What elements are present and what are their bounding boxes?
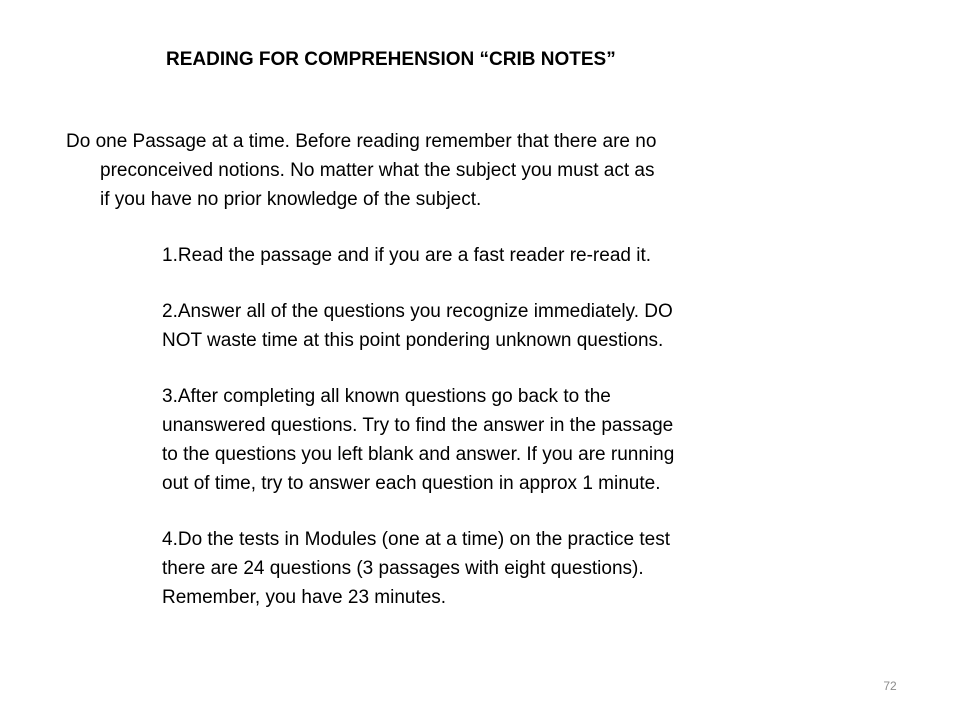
step-line: 1.Read the passage and if you are a fast reader re-read it. xyxy=(162,245,652,266)
step-line: out of time, try to answer each question in approx 1 minute. xyxy=(162,473,661,494)
intro-line: preconceived notions. No matter what the subject you must act as xyxy=(100,160,655,181)
step-line: 3.After completing all known questions go back to the xyxy=(162,386,611,407)
step-4 xyxy=(162,525,862,612)
step-line: unanswered questions. Try to find the answer in the passage xyxy=(162,415,674,436)
steps-list xyxy=(162,241,862,639)
intro-line: Do one Passage at a time. Before reading remember that there are no xyxy=(66,131,657,152)
step-line: there are 24 questions (3 passages with eight questions). xyxy=(162,558,644,579)
intro-line: if you have no prior knowledge of the subject. xyxy=(100,189,482,210)
page-number: 72 xyxy=(883,679,897,693)
step-1 xyxy=(162,241,862,270)
step-line: 4.Do the tests in Modules (one at a time) on the practice test xyxy=(162,529,670,550)
step-line: 2.Answer all of the questions you recognize immediately. DO xyxy=(162,301,673,322)
step-3 xyxy=(162,382,862,498)
step-line: Remember, you have 23 minutes. xyxy=(162,587,447,608)
step-line: to the questions you left blank and answer. If you are running xyxy=(162,444,675,465)
step-line: NOT waste time at this point pondering unknown questions. xyxy=(162,330,664,351)
intro-paragraph xyxy=(66,127,826,214)
slide-title: READING FOR COMPREHENSION “CRIB NOTES” xyxy=(166,49,616,70)
step-2 xyxy=(162,297,862,355)
